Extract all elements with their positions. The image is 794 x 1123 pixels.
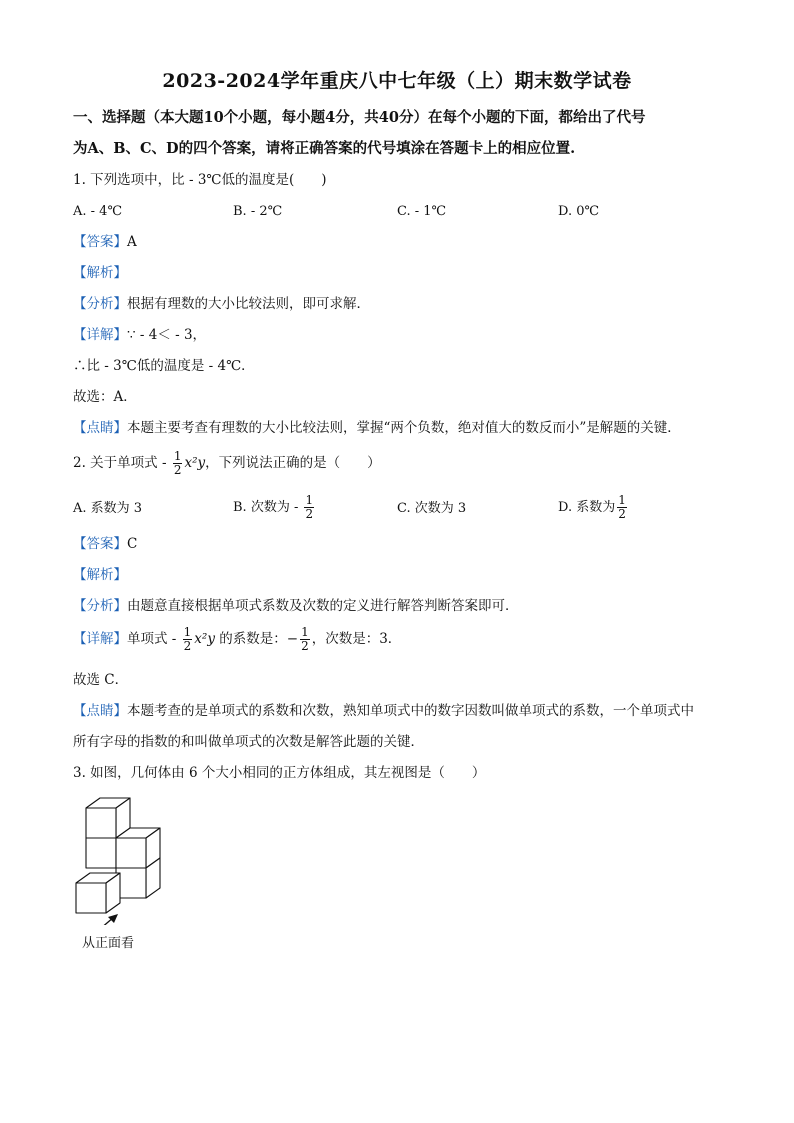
q2-option-d-fraction [617, 494, 627, 521]
q1-option-c: C. - 1℃ [397, 204, 447, 219]
q2-fenxi-row [73, 600, 519, 614]
fraction-numerator: 1 [305, 493, 314, 507]
q1-detail-text2: ∴比 - 3℃低的温度是 - 4℃． [73, 358, 255, 374]
q2-stem [73, 450, 381, 477]
q2-stem-fraction [173, 450, 183, 477]
fraction-denominator: 2 [618, 507, 626, 522]
q1-comment-text: 本题主要考查有理数的大小比较法则，掌握“两个负数，绝对值大的数反而小”是解题的关键． [127, 420, 681, 436]
fenxi-tag: 【分析】 [73, 598, 127, 614]
detail-tag: 【详解】 [73, 327, 127, 343]
q2-comment-text2: 所有字母的指数的和叫做单项式的次数是解答此题的关键． [73, 734, 424, 750]
page-title: 2023-2024学年重庆八中七年级（上）期末数学试卷 [162, 70, 632, 92]
q2-answer-value: C [127, 536, 138, 552]
comment-tag: 【点睛】 [73, 420, 127, 436]
q2-stem-pre: 2. 关于单项式 - [73, 455, 171, 472]
q2-detail-pre: 单项式 - [127, 631, 181, 648]
q2-comment-row [73, 705, 694, 719]
q2-detail-post: ，次数是：3． [311, 631, 402, 648]
fraction-numerator: 1 [183, 625, 192, 639]
comment-tag: 【点睛】 [73, 703, 127, 719]
q2-monomial: x²y [184, 455, 206, 472]
q2-option-d-text: D. 系数为 [558, 500, 616, 516]
q1-comment-row [73, 422, 681, 436]
q2-comment-text1: 本题考查的是单项式的系数和次数，熟知单项式中的数字因数叫做单项式的系数，一个单项式中 [127, 703, 694, 719]
q2-stem-post: ，下列说法正确的是（ ） [205, 455, 381, 472]
q1-analysis-row [73, 267, 127, 281]
q2-option-b [233, 494, 316, 521]
fraction-numerator: 1 [618, 493, 626, 507]
fraction-denominator: 2 [301, 639, 309, 654]
answer-tag: 【答案】 [73, 536, 127, 552]
q1-detail-row [73, 329, 206, 343]
q1-option-b: B. - 2℃ [233, 204, 283, 219]
q1-stem: 1. 下列选项中，比 - 3℃低的温度是( ) [73, 172, 327, 188]
q2-analysis-row [73, 569, 127, 583]
figure-caption: 从正面看 [82, 936, 135, 951]
fraction-numerator: 1 [301, 625, 309, 639]
fenxi-tag: 【分析】 [73, 296, 127, 312]
q1-choose: 故选：A． [73, 389, 137, 405]
q2-option-b-text: B. 次数为 - [233, 500, 303, 516]
q1-answer-row [73, 236, 137, 250]
q1-fenxi-text: 根据有理数的大小比较法则，即可求解． [127, 296, 370, 312]
q2-fenxi-text: 由题意直接根据单项式系数及次数的定义进行解答判断答案即可． [127, 598, 519, 614]
q2-option-a: A. 系数为 3 [73, 501, 143, 516]
fraction-denominator: 2 [305, 507, 314, 522]
analysis-tag: 【解析】 [73, 567, 127, 583]
analysis-tag: 【解析】 [73, 265, 127, 281]
q1-fenxi-row [73, 298, 370, 312]
fraction-denominator: 2 [183, 639, 192, 654]
cube-figure [70, 795, 170, 925]
q2-detail-row [73, 626, 401, 653]
q1-option-a: A. - 4℃ [73, 204, 122, 219]
section-heading-line1: 一、选择题（本大题10个小题，每小题4分，共40分）在每个小题的下面，都给出了代号 [73, 109, 646, 126]
q1-option-d: D. 0℃ [558, 204, 600, 219]
q2-detail-fraction-2 [300, 626, 310, 653]
q2-option-b-fraction [304, 494, 314, 521]
fraction-numerator: 1 [173, 449, 182, 463]
section-heading-line2: 为A、B、C、D的四个答案，请将正确答案的代号填涂在答题卡上的相应位置. [73, 140, 576, 157]
q2-option-d [558, 494, 629, 521]
q2-detail-fraction [183, 626, 193, 653]
q3-stem: 3. 如图，几何体由 6 个大小相同的正方体组成，其左视图是（ ） [73, 765, 486, 781]
q2-detail-monomial: x²y [194, 631, 215, 648]
detail-tag: 【详解】 [73, 631, 127, 648]
q2-choose: 故选 C． [73, 672, 129, 688]
fraction-denominator: 2 [173, 463, 182, 478]
q1-answer-value: A [127, 234, 137, 250]
q1-detail-text1: ∵ - 4＜ - 3， [127, 327, 207, 343]
q2-answer-row [73, 538, 137, 552]
answer-tag: 【答案】 [73, 234, 127, 250]
q2-detail-mid: 的系数是：− [219, 631, 299, 648]
q2-option-c: C. 次数为 3 [397, 501, 467, 516]
